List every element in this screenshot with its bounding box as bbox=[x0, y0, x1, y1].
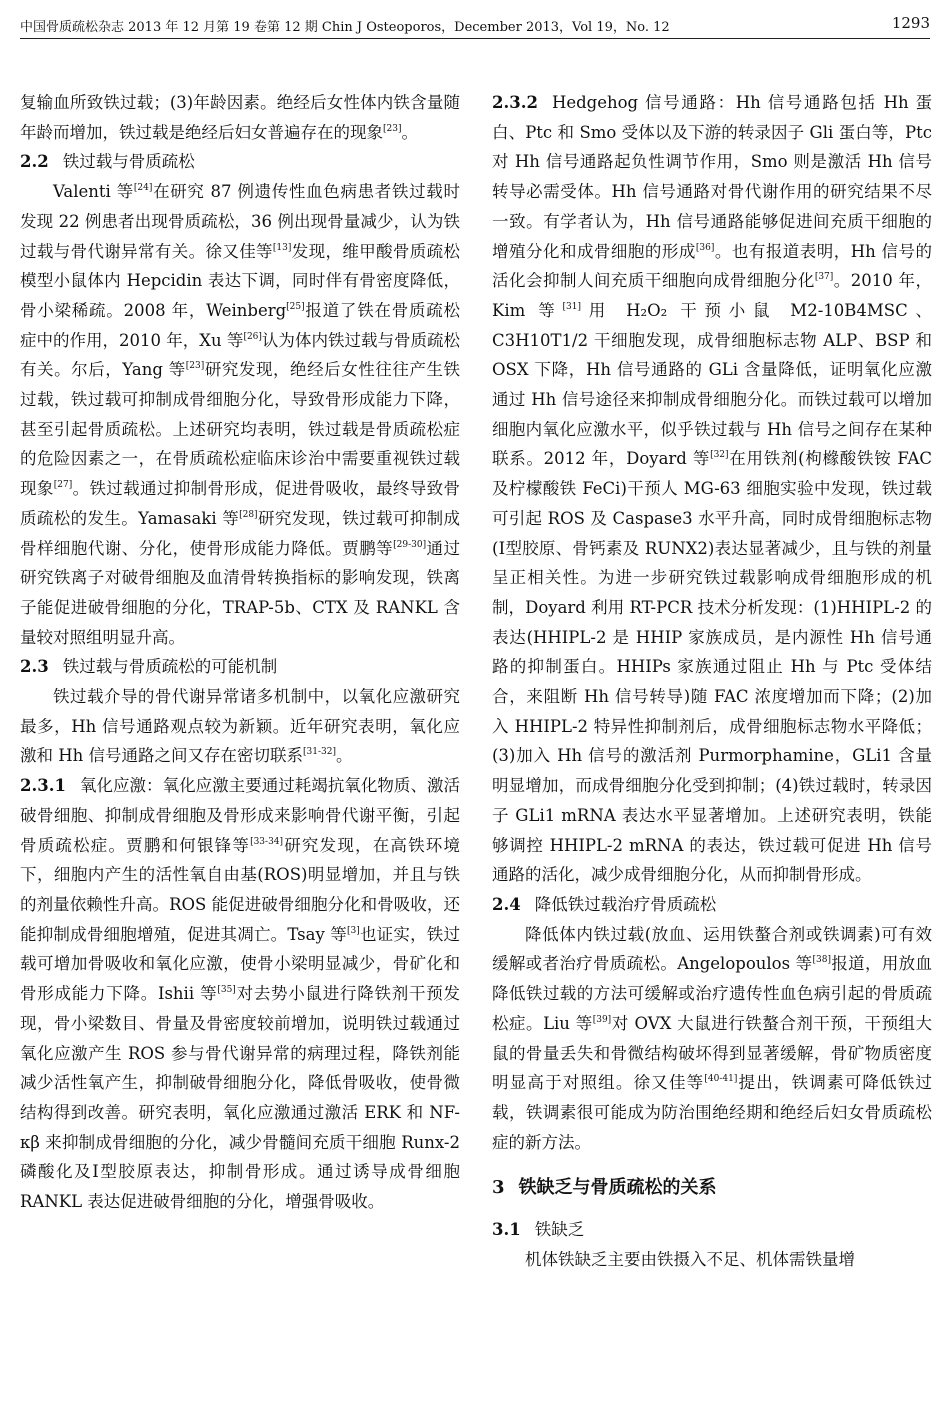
paragraph: Valenti 等[24]在研究 87 例遗传性血色病患者铁过载时发现 22 例患者出现骨质疏松，36 例出现骨量减少，认为铁过载与骨代谢异常有关。徐又佳等[13]发现，维甲酸骨质疏松模型小鼠体内 Hepcidin 表达下调，同时伴有骨密度降低，骨小梁稀疏。2008 年，Weinberg[25]报道了铁在骨质疏松症中的作用，2010 年，Xu 等[26]认为体内铁过载与骨质疏松有关。尔后，Yang 等[23]研究发现，绝经后女性往往产生铁过载，铁过载可抑制成骨细胞分化，导致骨形成能力下降，甚至引起骨质疏松。上述研究均表明，铁过载是骨质疏松症的危险因素之一，在骨质疏松症临床诊治中需要重视铁过载现象[27]。铁过载通过抑制骨形成，促进骨吸收，最终导致骨质疏松的发生。Yamasaki 等[28]研究发现，铁过载可抑制成骨样细胞代谢、分化，使骨形成能力降低。贾鹏等[29-30]通过研究铁离子对破骨细胞及血清骨转换指标的影响发现，铁离子能促进破骨细胞的分化，TRAP-5b、CTX 及 RANKL 含量较对照组明显升高。 bbox=[20, 182, 461, 647]
section-heading-2-3 bbox=[20, 652, 460, 682]
section-title: 铁过载与骨质疏松 bbox=[62, 152, 195, 172]
section-title: 铁缺乏与骨质疏松的关系 bbox=[518, 1177, 717, 1199]
section-heading-2-4 bbox=[492, 890, 932, 920]
section-number: 2.3.1 bbox=[20, 776, 66, 796]
header-rule bbox=[20, 38, 930, 39]
section-title: 铁过载与骨质疏松的可能机制 bbox=[62, 657, 278, 677]
section-number: 2.3 bbox=[20, 657, 49, 677]
paragraph: 复输血所致铁过载；(3)年龄因素。绝经后女性体内铁含量随年龄而增加，铁过载是绝经后妇女普遍存在的现象[23]。 bbox=[20, 93, 460, 142]
paragraph-text: 氧化应激：氧化应激主要通过耗竭抗氧化物质、激活破骨细胞、抑制成骨细胞及骨形成来影响骨代谢平衡，引起骨质疏松症。贾鹏和何银锋等[33-34]研究发现，在高铁环境下，细胞内产生的活性氧自由基(ROS)明显增加，并且与铁的剂量依赖性升高。ROS 能促进破骨细胞分化和骨吸收，还能抑制成骨细胞增殖，促进其凋亡。Tsay 等[3]也证实，铁过载可增加骨吸收和氧化应激，使骨小梁明显减少，骨矿化和骨形成能力下降。Ishii 等[35]对去势小鼠进行降铁剂干预发现，骨小梁数目、骨量及骨密度较前增加，说明铁过载通过氧化应激产生 ROS 参与骨代谢异常的病理过程，降铁剂能减少活性氧产生，抑制破骨细胞分化，降低骨吸收，使骨微结构得到改善。研究表明，氧化应激通过激活 ERK 和 NF-κβ 来抑制成骨细胞的分化，减少骨髓间充质干细胞 Runx-2 磷酸化及Ⅰ型胶原表达，抑制骨形成。通过诱导成骨细胞 RANKL 表达促进破骨细胞的分化，增强骨吸收。 bbox=[20, 776, 461, 1212]
right-column bbox=[492, 88, 932, 1275]
paragraph: 机体铁缺乏主要由铁摄入不足、机体需铁量增 bbox=[525, 1250, 855, 1270]
section-heading-3 bbox=[492, 1173, 932, 1203]
running-header bbox=[20, 12, 930, 38]
section-number: 3.1 bbox=[492, 1220, 521, 1240]
section-title: 降低铁过载治疗骨质疏松 bbox=[534, 894, 717, 914]
section-number: 3 bbox=[492, 1177, 505, 1199]
section-number: 2.4 bbox=[492, 894, 521, 914]
paragraph-2-3-2 bbox=[492, 88, 932, 890]
paragraph: 降低体内铁过载(放血、运用铁螯合剂或铁调素)可有效缓解或者治疗骨质疏松。Angelopoulos 等[38]报道，用放血降低铁过载的方法可缓解或治疗遗传性血色病引起的骨质疏松症。Liu 等[39]对 OVX 大鼠进行铁螯合剂干预，干预组大鼠的骨量丢失和骨微结构破坏得到显著缓解，骨矿物质密度明显高于对照组。徐又佳等[40-41]提出，铁调素可降低铁过载，铁调素很可能成为防治围绝经期和绝经后妇女骨质疏松症的新方法。 bbox=[492, 924, 933, 1152]
page-number: 1293 bbox=[891, 14, 930, 32]
left-column bbox=[20, 88, 460, 1217]
journal-citation: 中国骨质疏松杂志 2013 年 12 月第 19 卷第 12 期 Chin J Osteoporos，December 2013，Vol 19，No. 12 bbox=[20, 20, 670, 35]
section-number: 2.2 bbox=[20, 152, 49, 172]
paragraph-text: Hedgehog 信号通路：Hh 信号通路包括 Hh 蛋白、Ptc 和 Smo 受体以及下游的转录因子 Gli 蛋白等，Ptc 对 Hh 信号通路起负性调节作用，Smo 则是激活 Hh 信号转导必需受体。Hh 信号通路对骨代谢作用的研究结果不尽一致。有学者认为，Hh 信号通路能够促进间充质干细胞的增殖分化和成骨细胞的形成[36]。也有报道表明，Hh 信号的活化会抑制人间充质干细胞向成骨细胞分化[37]。2010 年，Kim 等[31]用 H₂O₂ 干预小鼠 M2-10B4MSC、C3H10T1/2 干细胞发现，成骨细胞标志物 ALP、BSP 和 OSX 下降，Hh 信号通路的 GLi 含量降低，证明氧化应激通过 Hh 信号途径来抑制成骨细胞分化。而铁过载可以增加细胞内氧化应激水平，似乎铁过载与 Hh 信号之间存在某种联系。2012 年，Doyard 等[32]在用铁剂(枸橼酸铁铵 FAC 及柠檬酸铁 FeCi)干预人 MG-63 细胞实验中发现，铁过载可引起 ROS 及 Caspase3 水平升高，同时成骨细胞标志物(Ⅰ型胶原、骨钙素及 RUNX2)表达显著减少，且与铁的剂量呈正相关性。为进一步研究铁过载影响成骨细胞形成的机制，Doyard 利用 RT-PCR 技术分析发现：(1)HHIPL-2 的表达(HHIPL-2 是 HHIP 家族成员，是内源性 Hh 信号通路的抑制蛋白。HHIPs 家族通过阻止 Hh 与 Ptc 受体结合，来阻断 Hh 信号转导)随 FAC 浓度增加而下降；(2)加入 HHIPL-2 特异性抑制剂后，成骨细胞标志物水平降低；(3)加入 Hh 信号的激活剂 Purmorphamine，GLi1 含量明显增加，而成骨细胞分化受到抑制；(4)铁过载时，转录因子 GLi1 mRNA 表达水平显著增加。上述研究表明，铁能够调控 HHIPL-2 mRNA 的表达，铁过载可促进 Hh 信号通路的活化，减少成骨细胞分化，从而抑制骨形成。 bbox=[492, 93, 932, 885]
section-heading-3-1 bbox=[492, 1215, 932, 1245]
section-heading-2-2 bbox=[20, 147, 460, 177]
paragraph: 铁过载介导的骨代谢异常诸多机制中，以氧化应激研究最多，Hh 信号通路观点较为新颖。近年研究表明，氧化应激和 Hh 信号通路之间又存在密切联系[31-32]。 bbox=[20, 687, 460, 766]
section-number: 2.3.2 bbox=[492, 93, 538, 112]
paragraph-2-3-1 bbox=[20, 771, 460, 1217]
section-title: 铁缺乏 bbox=[534, 1220, 585, 1240]
